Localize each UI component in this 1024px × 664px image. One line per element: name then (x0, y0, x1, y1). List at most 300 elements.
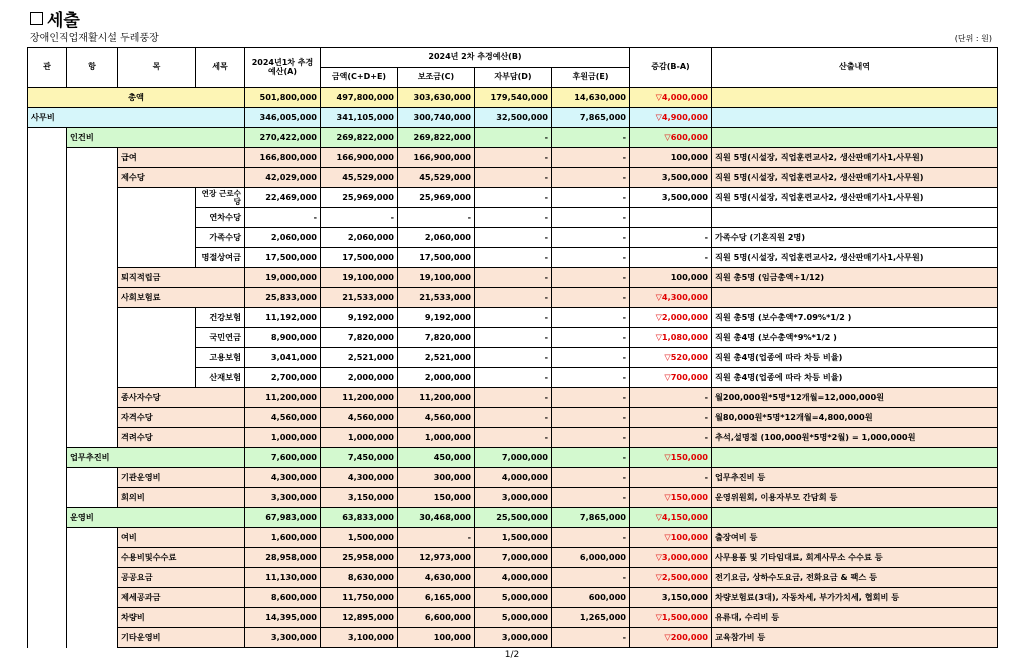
amount-c: 100,000 (398, 628, 475, 648)
amount-a: 3,041,000 (245, 348, 321, 368)
diff-value: ▽600,000 (630, 128, 712, 148)
indent-cell (28, 468, 67, 488)
amount-a: 11,130,000 (245, 568, 321, 588)
amount-e: - (552, 408, 630, 428)
amount-a: 2,060,000 (245, 228, 321, 248)
amount-e: - (552, 448, 630, 468)
table-row (28, 608, 998, 628)
indent-cell (67, 308, 118, 328)
detail-text (712, 128, 998, 148)
indent-cell (118, 308, 196, 328)
table-row (28, 208, 998, 228)
amount-c: 21,533,000 (398, 288, 475, 308)
amount-c: 45,529,000 (398, 168, 475, 188)
indent-cell (67, 208, 118, 228)
header-first-budget: 2024년1차 추경예산(A) (245, 48, 321, 88)
table-row (28, 328, 998, 348)
detail-text: 직원 5명(시설장, 직업훈련교사2, 생산판매기사1,사무원) (712, 188, 998, 208)
table-row (28, 308, 998, 328)
row-label: 연차수당 (196, 208, 245, 228)
diff-value: ▽4,900,000 (630, 108, 712, 128)
amount-e: - (552, 148, 630, 168)
expenditure-table (27, 47, 998, 648)
amount-c: 6,165,000 (398, 588, 475, 608)
indent-cell (28, 228, 67, 248)
table-row (28, 548, 998, 568)
indent-cell (28, 488, 67, 508)
indent-cell (28, 348, 67, 368)
amount-b: 9,192,000 (321, 308, 398, 328)
indent-cell (67, 328, 118, 348)
table-row (28, 88, 998, 108)
table-row (28, 448, 998, 468)
detail-text: 전기요금, 상하수도요금, 전화요금 & 팩스 등 (712, 568, 998, 588)
row-label: 공공요금 (118, 568, 245, 588)
table-row (28, 128, 998, 148)
amount-d: - (475, 148, 552, 168)
detail-text: 직원 총5명 (보수총액*7.09%*1/2 ) (712, 308, 998, 328)
indent-cell (28, 188, 67, 208)
amount-a: 22,469,000 (245, 188, 321, 208)
table-row (28, 248, 998, 268)
amount-b: 1,000,000 (321, 428, 398, 448)
indent-cell (118, 228, 196, 248)
page-title-text: 세출 (47, 11, 80, 31)
diff-value: ▽4,300,000 (630, 288, 712, 308)
diff-value: - (630, 228, 712, 248)
row-label: 기타운영비 (118, 628, 245, 648)
amount-a: 19,000,000 (245, 268, 321, 288)
amount-c: 2,000,000 (398, 368, 475, 388)
row-label: 연장 근로수당 (196, 188, 245, 208)
amount-d: 1,500,000 (475, 528, 552, 548)
amount-a: 25,833,000 (245, 288, 321, 308)
row-label: 회의비 (118, 488, 245, 508)
amount-a: 42,029,000 (245, 168, 321, 188)
amount-b: 8,630,000 (321, 568, 398, 588)
indent-cell (118, 208, 196, 228)
row-label: 수용비및수수료 (118, 548, 245, 568)
row-label: 명절상여금 (196, 248, 245, 268)
amount-c: 450,000 (398, 448, 475, 468)
detail-text (712, 208, 998, 228)
amount-e: - (552, 268, 630, 288)
amount-b: 341,105,000 (321, 108, 398, 128)
amount-c: 25,969,000 (398, 188, 475, 208)
indent-cell (67, 588, 118, 608)
table-row (28, 288, 998, 308)
amount-d: - (475, 208, 552, 228)
indent-cell (118, 368, 196, 388)
amount-e: - (552, 488, 630, 508)
diff-value: - (630, 408, 712, 428)
amount-c: 11,200,000 (398, 388, 475, 408)
amount-b: 11,750,000 (321, 588, 398, 608)
table-row (28, 188, 998, 208)
row-label: 건강보험 (196, 308, 245, 328)
amount-a: 4,300,000 (245, 468, 321, 488)
diff-value: ▽520,000 (630, 348, 712, 368)
row-label: 격려수당 (118, 428, 245, 448)
diff-value: - (630, 248, 712, 268)
amount-e: - (552, 368, 630, 388)
amount-a: 17,500,000 (245, 248, 321, 268)
amount-d: 179,540,000 (475, 88, 552, 108)
detail-text: 업무추진비 등 (712, 468, 998, 488)
amount-a: 1,600,000 (245, 528, 321, 548)
amount-d: 7,000,000 (475, 448, 552, 468)
row-label: 종사자수당 (118, 388, 245, 408)
amount-a: 3,300,000 (245, 628, 321, 648)
amount-a: 270,422,000 (245, 128, 321, 148)
table-row (28, 528, 998, 548)
detail-text: 유류대, 수리비 등 (712, 608, 998, 628)
amount-b: 25,958,000 (321, 548, 398, 568)
amount-b: 3,100,000 (321, 628, 398, 648)
diff-value: ▽4,150,000 (630, 508, 712, 528)
amount-b: 1,500,000 (321, 528, 398, 548)
detail-text: 사무용품 및 기타임대료, 회계사무소 수수료 등 (712, 548, 998, 568)
table-row (28, 468, 998, 488)
detail-text: 직원 총4명(업종에 따라 차등 비율) (712, 348, 998, 368)
detail-text (712, 88, 998, 108)
table-row (28, 168, 998, 188)
amount-a: 346,005,000 (245, 108, 321, 128)
detail-text: 교육참가비 등 (712, 628, 998, 648)
amount-c: - (398, 208, 475, 228)
diff-value: ▽150,000 (630, 448, 712, 468)
amount-d: - (475, 188, 552, 208)
indent-cell (118, 328, 196, 348)
amount-e: 6,000,000 (552, 548, 630, 568)
amount-b: 2,060,000 (321, 228, 398, 248)
table-row (28, 148, 998, 168)
header-support: 후원금(E) (552, 68, 630, 88)
amount-c: 150,000 (398, 488, 475, 508)
indent-cell (67, 488, 118, 508)
indent-cell (67, 248, 118, 268)
detail-text: 직원 5명(시설장, 직업훈련교사2, 생산판매기사1,사무원) (712, 168, 998, 188)
detail-text: 직원 5명(시설장, 직업훈련교사2, 생산판매기사1,사무원) (712, 248, 998, 268)
diff-value: ▽100,000 (630, 528, 712, 548)
row-label: 가족수당 (196, 228, 245, 248)
amount-d: - (475, 308, 552, 328)
amount-c: 269,822,000 (398, 128, 475, 148)
indent-cell (67, 468, 118, 488)
amount-c: 300,000 (398, 468, 475, 488)
indent-cell (28, 128, 67, 148)
detail-text: 출장여비 등 (712, 528, 998, 548)
indent-cell (28, 428, 67, 448)
row-label: 고용보험 (196, 348, 245, 368)
table-row (28, 488, 998, 508)
amount-d: - (475, 348, 552, 368)
amount-d: - (475, 408, 552, 428)
detail-text: 차량보험료(3대), 자동차세, 부가가치세, 협회비 등 (712, 588, 998, 608)
row-label: 인건비 (67, 128, 245, 148)
amount-d: 3,000,000 (475, 488, 552, 508)
page-title (30, 6, 80, 31)
indent-cell (28, 268, 67, 288)
table-row (28, 408, 998, 428)
indent-cell (67, 408, 118, 428)
indent-cell (28, 548, 67, 568)
indent-cell (28, 408, 67, 428)
amount-b: 12,895,000 (321, 608, 398, 628)
amount-c: 166,900,000 (398, 148, 475, 168)
header-mok: 목 (118, 48, 196, 88)
amount-d: 4,000,000 (475, 568, 552, 588)
amount-d: - (475, 288, 552, 308)
header-subsidy: 보조금(C) (398, 68, 475, 88)
row-label: 국민연금 (196, 328, 245, 348)
amount-c: 6,600,000 (398, 608, 475, 628)
diff-value: ▽150,000 (630, 488, 712, 508)
amount-c: 303,630,000 (398, 88, 475, 108)
amount-b: 25,969,000 (321, 188, 398, 208)
amount-a: - (245, 208, 321, 228)
indent-cell (28, 168, 67, 188)
amount-b: 4,560,000 (321, 408, 398, 428)
amount-b: 21,533,000 (321, 288, 398, 308)
header-total-sub: 금액(C+D+E) (321, 68, 398, 88)
detail-text: 월200,000원*5명*12개월=12,000,000원 (712, 388, 998, 408)
row-label: 사회보험료 (118, 288, 245, 308)
indent-cell (67, 568, 118, 588)
table-body (28, 88, 998, 648)
amount-b: 4,300,000 (321, 468, 398, 488)
row-label: 자격수당 (118, 408, 245, 428)
detail-text (712, 288, 998, 308)
indent-cell (67, 288, 118, 308)
header-gwan: 관 (28, 48, 67, 88)
indent-cell (28, 328, 67, 348)
amount-e: - (552, 528, 630, 548)
amount-c: 1,000,000 (398, 428, 475, 448)
diff-value: 100,000 (630, 268, 712, 288)
amount-e: 14,630,000 (552, 88, 630, 108)
amount-c: 4,630,000 (398, 568, 475, 588)
indent-cell (28, 448, 67, 468)
amount-d: - (475, 268, 552, 288)
amount-e: 600,000 (552, 588, 630, 608)
square-bullet-icon (30, 12, 43, 25)
amount-e: 7,865,000 (552, 508, 630, 528)
amount-d: - (475, 168, 552, 188)
header-semok: 세목 (196, 48, 245, 88)
row-label: 여비 (118, 528, 245, 548)
diff-value: ▽1,500,000 (630, 608, 712, 628)
detail-text: 추석,설명절 (100,000원*5명*2월) = 1,000,000원 (712, 428, 998, 448)
row-label: 운영비 (67, 508, 245, 528)
amount-b: - (321, 208, 398, 228)
amount-e: - (552, 428, 630, 448)
detail-text: 직원 5명(시설장, 직업훈련교사2, 생산판매기사1,사무원) (712, 148, 998, 168)
table-row (28, 508, 998, 528)
amount-a: 166,800,000 (245, 148, 321, 168)
diff-value: ▽2,500,000 (630, 568, 712, 588)
amount-e: - (552, 328, 630, 348)
amount-a: 501,800,000 (245, 88, 321, 108)
diff-value (630, 208, 712, 228)
amount-e: 1,265,000 (552, 608, 630, 628)
row-label: 총액 (28, 88, 245, 108)
row-label: 제수당 (118, 168, 245, 188)
amount-d: - (475, 228, 552, 248)
amount-e: - (552, 628, 630, 648)
indent-cell (28, 628, 67, 648)
diff-value: 3,150,000 (630, 588, 712, 608)
amount-a: 4,560,000 (245, 408, 321, 428)
indent-cell (28, 608, 67, 628)
indent-cell (67, 608, 118, 628)
amount-c: 19,100,000 (398, 268, 475, 288)
row-label: 산재보험 (196, 368, 245, 388)
indent-cell (28, 588, 67, 608)
amount-c: 17,500,000 (398, 248, 475, 268)
indent-cell (28, 288, 67, 308)
detail-text (712, 448, 998, 468)
table-row (28, 568, 998, 588)
table-row (28, 268, 998, 288)
amount-d: 7,000,000 (475, 548, 552, 568)
header-second-budget: 2024년 2차 추경예산(B) (321, 48, 630, 68)
amount-b: 2,521,000 (321, 348, 398, 368)
amount-d: - (475, 328, 552, 348)
amount-b: 166,900,000 (321, 148, 398, 168)
amount-a: 67,983,000 (245, 508, 321, 528)
amount-e: - (552, 388, 630, 408)
header-hang: 항 (67, 48, 118, 88)
diff-value: 3,500,000 (630, 168, 712, 188)
row-label: 기관운영비 (118, 468, 245, 488)
diff-value: ▽1,080,000 (630, 328, 712, 348)
page-number: 1/2 (504, 650, 520, 660)
amount-d: - (475, 128, 552, 148)
amount-d: 4,000,000 (475, 468, 552, 488)
amount-c: 9,192,000 (398, 308, 475, 328)
row-label: 차량비 (118, 608, 245, 628)
amount-e: - (552, 228, 630, 248)
amount-a: 3,300,000 (245, 488, 321, 508)
amount-e: - (552, 348, 630, 368)
indent-cell (67, 628, 118, 648)
diff-value: ▽2,000,000 (630, 308, 712, 328)
header-diff: 증감(B-A) (630, 48, 712, 88)
amount-a: 2,700,000 (245, 368, 321, 388)
detail-text (712, 108, 998, 128)
indent-cell (67, 168, 118, 188)
indent-cell (67, 428, 118, 448)
amount-c: 2,060,000 (398, 228, 475, 248)
indent-cell (28, 148, 67, 168)
diff-value: ▽700,000 (630, 368, 712, 388)
amount-d: - (475, 388, 552, 408)
table-row (28, 588, 998, 608)
amount-a: 1,000,000 (245, 428, 321, 448)
amount-c: 4,560,000 (398, 408, 475, 428)
indent-cell (67, 188, 118, 208)
header-detail: 산출내역 (712, 48, 998, 88)
row-label: 업무추진비 (67, 448, 245, 468)
detail-text (712, 508, 998, 528)
table-row (28, 108, 998, 128)
amount-e: - (552, 288, 630, 308)
amount-b: 269,822,000 (321, 128, 398, 148)
indent-cell (118, 248, 196, 268)
diff-value: ▽200,000 (630, 628, 712, 648)
amount-c: - (398, 528, 475, 548)
indent-cell (28, 508, 67, 528)
amount-a: 8,900,000 (245, 328, 321, 348)
amount-b: 11,200,000 (321, 388, 398, 408)
amount-c: 2,521,000 (398, 348, 475, 368)
indent-cell (28, 308, 67, 328)
amount-d: - (475, 428, 552, 448)
amount-a: 28,958,000 (245, 548, 321, 568)
indent-cell (67, 268, 118, 288)
table-row (28, 388, 998, 408)
row-label: 퇴직적립금 (118, 268, 245, 288)
amount-d: 32,500,000 (475, 108, 552, 128)
detail-text: 직원 총5명 (임금총액÷1/12) (712, 268, 998, 288)
diff-value: 100,000 (630, 148, 712, 168)
amount-b: 7,450,000 (321, 448, 398, 468)
amount-b: 3,150,000 (321, 488, 398, 508)
indent-cell (118, 348, 196, 368)
amount-b: 2,000,000 (321, 368, 398, 388)
amount-d: 3,000,000 (475, 628, 552, 648)
indent-cell (67, 528, 118, 548)
amount-b: 45,529,000 (321, 168, 398, 188)
amount-e: - (552, 468, 630, 488)
amount-e: - (552, 188, 630, 208)
indent-cell (118, 188, 196, 208)
amount-b: 7,820,000 (321, 328, 398, 348)
amount-b: 63,833,000 (321, 508, 398, 528)
row-label: 사무비 (28, 108, 245, 128)
amount-a: 8,600,000 (245, 588, 321, 608)
row-label: 급여 (118, 148, 245, 168)
table-row (28, 368, 998, 388)
amount-d: 5,000,000 (475, 608, 552, 628)
diff-value: 3,500,000 (630, 188, 712, 208)
amount-a: 14,395,000 (245, 608, 321, 628)
facility-name: 장애인직업재활시설 두레풍장 (30, 33, 159, 44)
indent-cell (28, 528, 67, 548)
amount-d: 5,000,000 (475, 588, 552, 608)
indent-cell (28, 388, 67, 408)
amount-a: 11,200,000 (245, 388, 321, 408)
detail-text: 운영위원회, 이용자부모 간담회 등 (712, 488, 998, 508)
diff-value: - (630, 388, 712, 408)
table-row (28, 348, 998, 368)
header-self: 자부담(D) (475, 68, 552, 88)
amount-a: 7,600,000 (245, 448, 321, 468)
amount-b: 19,100,000 (321, 268, 398, 288)
indent-cell (28, 368, 67, 388)
indent-cell (28, 248, 67, 268)
table-row (28, 228, 998, 248)
indent-cell (67, 368, 118, 388)
unit-note: (단위 : 원) (954, 34, 992, 43)
amount-d: 25,500,000 (475, 508, 552, 528)
detail-text: 월80,000원*5명*12개월=4,800,000원 (712, 408, 998, 428)
detail-text: 직원 총4명(업종에 따라 차등 비율) (712, 368, 998, 388)
amount-c: 300,740,000 (398, 108, 475, 128)
diff-value: ▽3,000,000 (630, 548, 712, 568)
indent-cell (67, 148, 118, 168)
